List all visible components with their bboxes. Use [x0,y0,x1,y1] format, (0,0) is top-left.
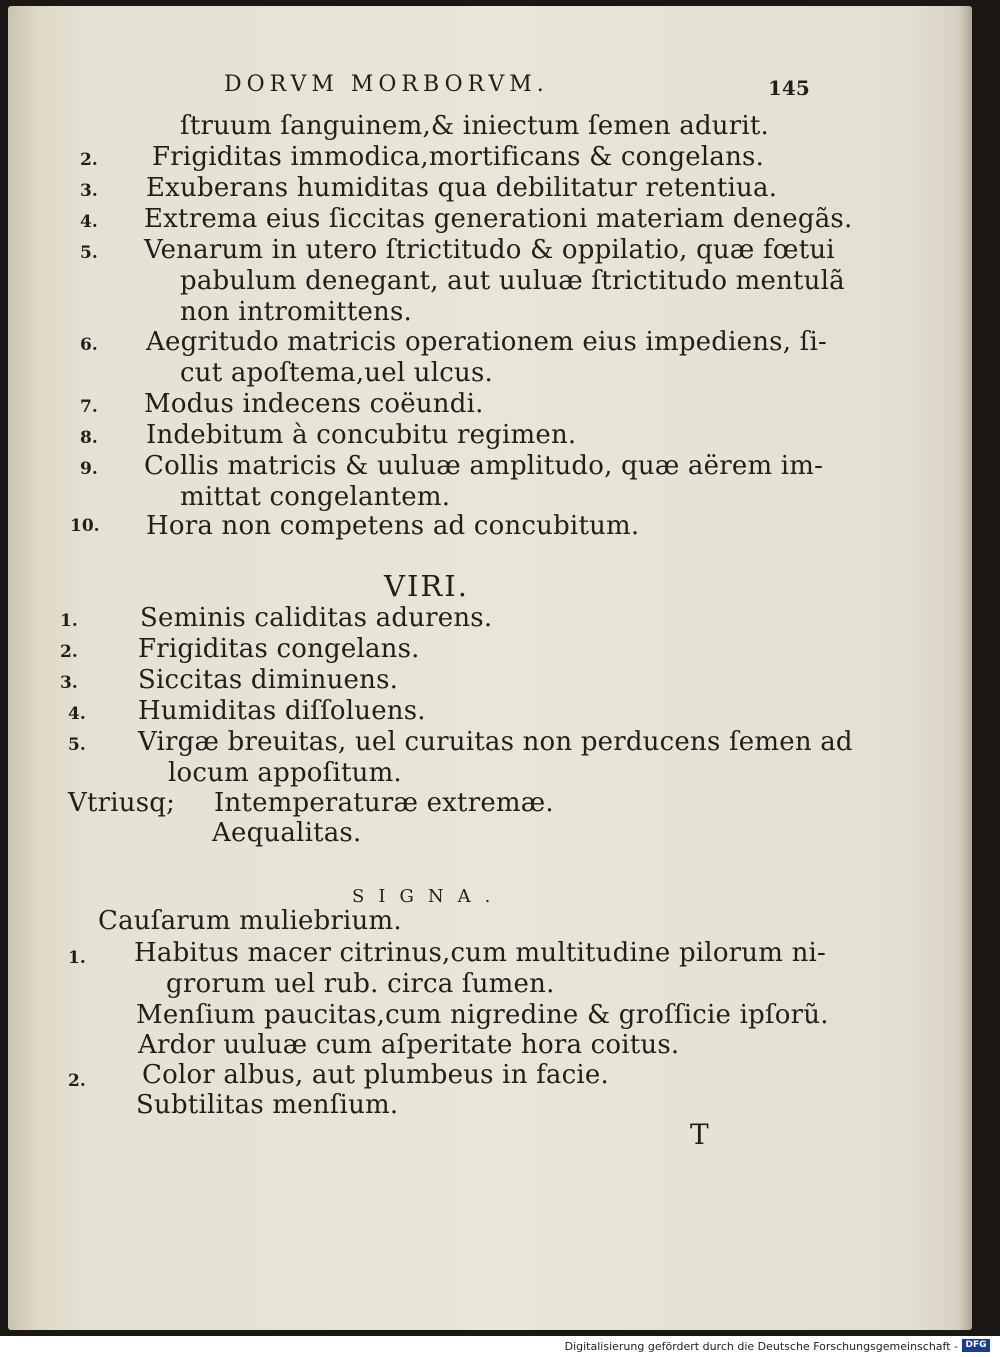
section-heading-signa: SIGNA. [352,886,505,907]
dfg-logo: DFG [962,1339,990,1352]
subheading: Cauſarum muliebrium. [98,906,402,936]
item-number: 2. [80,150,98,170]
text-line: Aequalitas. [212,818,362,848]
item-number: 3. [80,181,98,201]
text-line: Extrema eius ſiccitas generationi materiam denegãs. [144,204,853,234]
text-line: Intemperaturæ extremæ. [214,788,554,818]
text-line: Seminis caliditas adurens. [140,603,493,633]
item-number: 5. [80,243,98,263]
item-number: 4. [80,212,98,232]
item-number: 10. [70,516,100,536]
item-number: 9. [80,459,98,479]
item-number: 5. [68,735,86,755]
running-head: DORVM MORBORVM. [224,72,549,97]
text-line: Habitus macer citrinus,cum multitudine pilorum ni- [134,938,827,968]
item-number: 1. [68,948,86,968]
text-line: Hora non competens ad concubitum. [146,511,640,541]
book-page [8,6,972,1330]
text-line: Indebitum à concubitu regimen. [146,420,577,450]
item-number: 2. [60,642,78,662]
folio-number: 145 [768,76,810,100]
text-line: mittat congelantem. [180,482,451,512]
text-line: non intromittens. [180,297,413,327]
item-number: 2. [68,1071,86,1091]
footer-bar [0,1336,1000,1357]
catchword: T [690,1118,709,1151]
text-line: Exuberans humiditas qua debilitatur retentiua. [146,173,778,203]
text-line: Siccitas diminuens. [138,665,399,695]
text-line: Ardor uuluæ cum aſperitate hora coitus. [138,1030,680,1060]
utriusque-label: Vtriusq; [68,788,176,818]
section-heading-viri: VIRI. [384,569,469,603]
text-line: Aegritudo matricis operationem eius impediens, ſi- [146,327,827,357]
text-line: Venarum in utero ſtrictitudo & oppilatio, quæ fœtui [144,235,835,265]
text-line: Humiditas diſſoluens. [138,696,426,726]
text-line: locum appoſitum. [168,758,402,788]
text-line: Frigiditas congelans. [138,634,420,664]
item-number: 1. [60,611,78,631]
text-line: cut apoſtema,uel ulcus. [180,358,493,388]
text-line: Modus indecens coëundi. [144,389,484,419]
text-line: ſtruum ſanguinem,& iniectum ſemen adurit. [180,111,769,141]
text-line: pabulum denegant, aut uuluæ ſtrictitudo mentulã [180,266,845,296]
item-number: 3. [60,673,78,693]
text-line: grorum uel rub. circa ſumen. [166,969,555,999]
text-line: Subtilitas menſium. [136,1090,399,1120]
funding-notice: Digitalisierung gefördert durch die Deutsche Forschungsgemeinschaft - [564,1340,958,1353]
item-number: 6. [80,335,98,355]
text-line: Frigiditas immodica,mortificans & congelans. [152,142,765,172]
item-number: 7. [80,397,98,417]
text-line: Menſium paucitas,cum nigredine & groſſicie ipſorũ. [136,1000,829,1030]
text-line: Collis matricis & uuluæ amplitudo, quæ aërem im- [144,451,824,481]
text-line: Virgæ breuitas, uel curuitas non perducens ſemen ad [138,727,853,757]
item-number: 8. [80,428,98,448]
item-number: 4. [68,704,86,724]
text-line: Color albus, aut plumbeus in facie. [142,1060,609,1090]
